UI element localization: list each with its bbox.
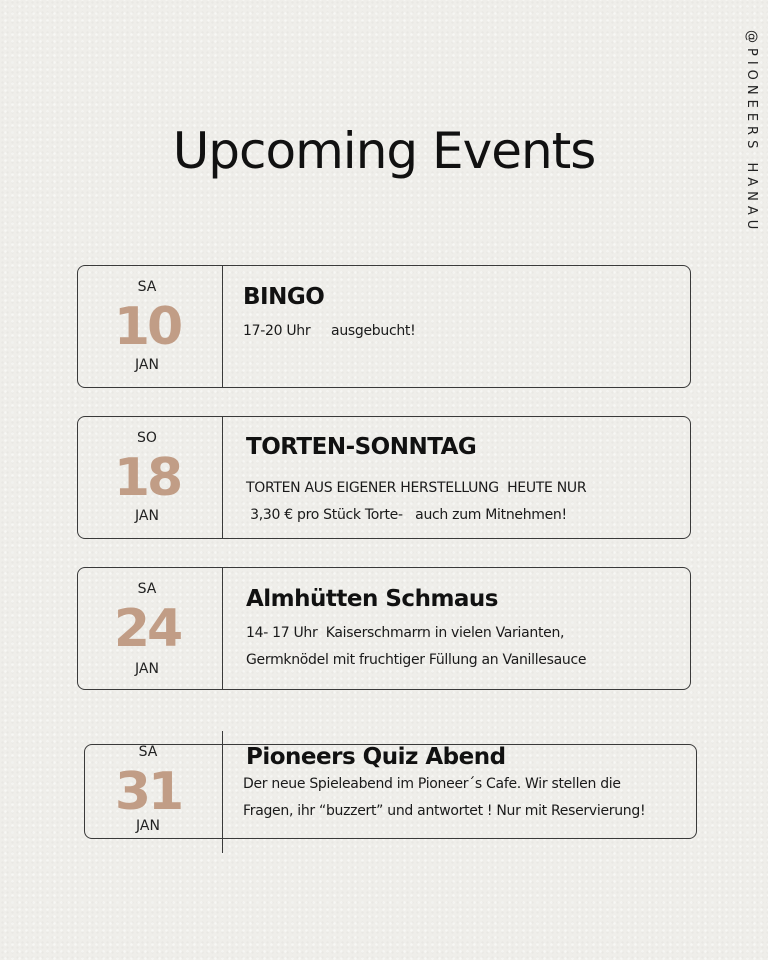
event-detail-line: Der neue Spieleabend im Pioneer´s Cafe. Wir stellen die [243, 776, 621, 792]
event-detail-line: 17-20 Uhr ausgebucht! [243, 323, 416, 339]
event-month: JAN [135, 661, 159, 677]
event-month: JAN [135, 357, 159, 373]
event-detail-line: Germknödel mit fruchtiger Füllung an Vanillesauce [246, 652, 587, 668]
brand-handle: @PIONEERS HANAU [744, 30, 759, 235]
event-detail-line: Fragen, ihr “buzzert” und antwortet ! Nur mit Reservierung! [243, 803, 646, 819]
event-title: Pioneers Quiz Abend [246, 744, 506, 770]
event-weekday: SA [137, 581, 157, 597]
event-detail-line: 3,30 € pro Stück Torte- auch zum Mitnehmen! [246, 507, 567, 523]
event-title: TORTEN-SONNTAG [246, 434, 477, 460]
event-day: 18 [113, 448, 181, 508]
event-detail-line: TORTEN AUS EIGENER HERSTELLUNG HEUTE NUR [246, 480, 587, 496]
event-detail-line: 14- 17 Uhr Kaiserschmarrn in vielen Varianten, [246, 625, 565, 641]
event-divider [222, 266, 223, 387]
event-date [77, 416, 217, 539]
event-title: Almhütten Schmaus [246, 586, 498, 612]
event-date [78, 738, 218, 848]
event-month: JAN [135, 508, 159, 524]
event-month: JAN [136, 818, 160, 834]
event-divider [222, 731, 223, 853]
event-weekday: SA [137, 279, 157, 295]
event-day: 24 [113, 599, 181, 659]
event-title: BINGO [243, 284, 325, 310]
page-title: Upcoming Events [172, 122, 596, 180]
event-day: 10 [113, 297, 181, 357]
event-weekday: SO [137, 430, 157, 446]
event-date [77, 265, 217, 388]
event-divider [222, 568, 223, 689]
event-date [77, 567, 217, 690]
event-divider [222, 417, 223, 538]
event-day: 31 [114, 762, 182, 822]
event-weekday: SA [138, 744, 158, 760]
